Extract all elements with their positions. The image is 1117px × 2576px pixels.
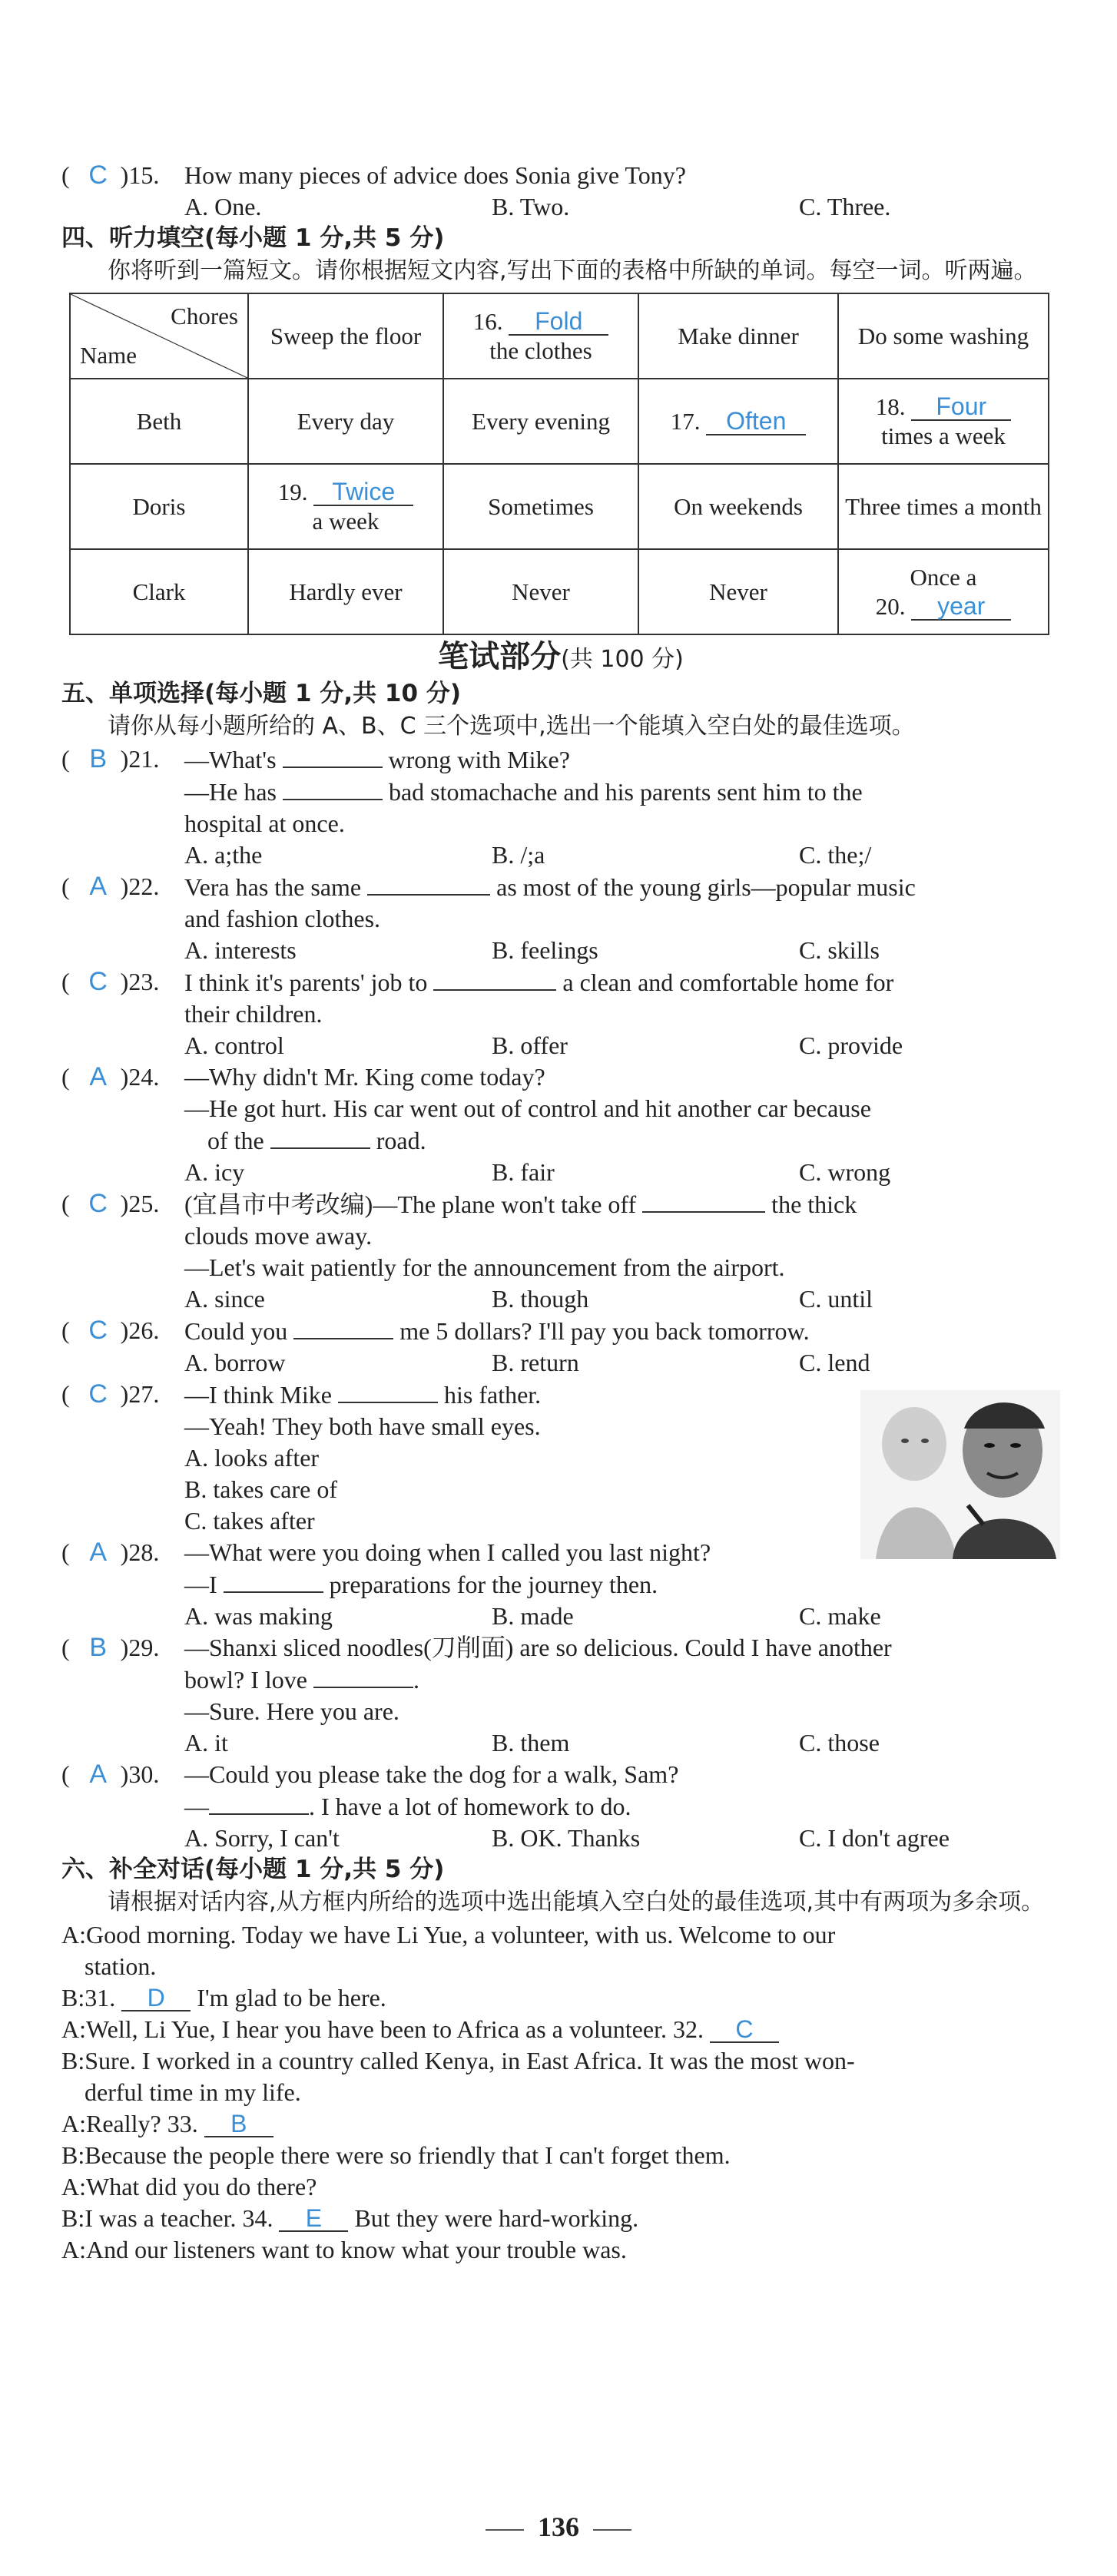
- column-header-16: 16. Fold the clothes: [443, 293, 638, 379]
- options: A. icy B. fair C. wrong: [184, 1158, 891, 1186]
- blank: [642, 1188, 765, 1213]
- answer-27: C: [88, 1379, 108, 1409]
- answer-15: C: [88, 161, 108, 190]
- question-27: ( C )27. —I think Mike his father. —Yeah! They both have small eyes. A. looks after B. takes care of C. takes after: [61, 1379, 542, 1535]
- question-30: ( A )30. —Could you please take the dog for a walk, Sam? — . I have a lot of homework to do. A. Sorry, I can't B. OK. Thanks C. I don't agree: [61, 1759, 1060, 1854]
- blank: [224, 1568, 323, 1593]
- fill-19: Twice: [313, 478, 413, 506]
- table-header-row: [70, 293, 1049, 379]
- options: A. was making B. made C. make: [184, 1602, 881, 1630]
- fill-18: Four: [911, 393, 1011, 421]
- answer-30: A: [89, 1760, 107, 1789]
- fill-20: year: [911, 593, 1011, 621]
- section-5-title: 五、单项选择(每小题 1 分,共 10 分): [61, 680, 461, 707]
- question-28: ( A )28. —What were you doing when I called you last night? —I preparations for the journey then. A. was making B. made C. make: [61, 1537, 1060, 1632]
- blank: [313, 1664, 413, 1688]
- table-row: Doris 19. Twice a week Sometimes On weekends Three times a month: [70, 464, 1049, 549]
- answer-34: E: [279, 2206, 348, 2232]
- question-25: ( C )25. (宜昌市中考改编)—The plane won't take off the thick clouds move away. —Let's wait patiently for the announcement from the airport. A. since B. though C. until: [61, 1188, 1060, 1315]
- question-22: ( A )22. Vera has the same as most of the young girls—popular music and fashion clothes. A. interests B. feelings C. skills: [61, 871, 1060, 966]
- blank: [338, 1379, 438, 1403]
- column-header: Make dinner: [638, 293, 838, 379]
- content-column: [61, 160, 1060, 2266]
- answer-21: B: [89, 744, 107, 773]
- table-corner-header: Chores Name: [70, 293, 248, 379]
- options: A. it B. them C. those: [184, 1729, 880, 1757]
- options: A. interests B. feelings C. skills: [184, 936, 880, 964]
- options: A. since B. though C. until: [184, 1285, 873, 1313]
- options: A. a;the B. /;a C. the;/: [184, 841, 872, 869]
- section-4-instruction: 你将听到一篇短文。请你根据短文内容,写出下面的表格中所缺的单词。每空一词。听两遍。: [108, 257, 1037, 284]
- father-and-baby-photo: [860, 1390, 1060, 1559]
- column-header: Sweep the floor: [248, 293, 443, 379]
- answer-31: D: [121, 1985, 191, 2011]
- question-15: ( C )15. How many pieces of advice does Sonia give Tony? A. One. B. Two. C. Three.: [61, 160, 1060, 223]
- section-6-instruction: 请根据对话内容,从方框内所给的选项中选出能填入空白处的最佳选项,其中有两项为多余项。: [108, 1889, 1045, 1915]
- chores-table: [69, 293, 1049, 635]
- question-23: ( C )23. I think it's parents' job to a clean and comfortable home for their children. A. control B. offer C. provide: [61, 966, 1060, 1061]
- blank: [270, 1124, 370, 1149]
- blank: [209, 1790, 309, 1815]
- table-row: Clark Hardly ever Never Never Once a 20. year: [70, 549, 1049, 634]
- column-header: Do some washing: [838, 293, 1049, 379]
- options: A. One. B. Two. C. Three.: [184, 193, 891, 220]
- blank: [293, 1315, 393, 1339]
- options: A. Sorry, I can't B. OK. Thanks C. I don't agree: [184, 1824, 950, 1852]
- question-29: ( B )29. —Shanxi sliced noodles(刀削面) are so delicious. Could I have another bowl? I love . —Sure. Here you are. A. it B. them C. those: [61, 1632, 1060, 1759]
- answer-33: B: [204, 2111, 273, 2137]
- dialogue: A:Good morning. Today we have Li Yue, a volunteer, with us. Welcome to our station. B:31. D I'm glad to be here. A:Well, Li Yue, I hear you have been to Africa as a volunteer. 32. C B:Sure. I worked in a country called Kenya, in East Africa. It was the most won- derful time in my life. A:Really? 33. B B:Because the people there were so friendly that I can't forget them. A:What did you do there? B:I was a teacher. 34. E But they were hard-working. A:And our listeners want to know what your trouble was.: [61, 1921, 855, 2263]
- answer-32: C: [710, 2017, 779, 2043]
- answer-23: C: [88, 967, 108, 996]
- blank: [283, 776, 383, 800]
- question-text: How many pieces of advice does Sonia give Tony?: [184, 161, 686, 189]
- blank: [367, 871, 490, 896]
- answer-25: C: [88, 1189, 108, 1218]
- options: A. control B. offer C. provide: [184, 1031, 903, 1059]
- answer-24: A: [89, 1062, 107, 1091]
- answer-26: C: [88, 1316, 108, 1345]
- question-26: ( C )26. Could you me 5 dollars? I'll pay you back tomorrow. A. borrow B. return C. lend: [61, 1315, 1060, 1379]
- section-5-instruction: 请你从每小题所给的 A、B、C 三个选项中,选出一个能填入空白处的最佳选项。: [108, 713, 915, 740]
- blank: [283, 743, 383, 768]
- fill-17: Often: [706, 408, 806, 435]
- answer-22: A: [89, 872, 107, 901]
- answer-29: B: [89, 1633, 107, 1662]
- blank: [433, 966, 556, 991]
- options: A. borrow B. return C. lend: [184, 1349, 870, 1376]
- section-4-title: 四、听力填空(每小题 1 分,共 5 分): [61, 224, 445, 252]
- written-part-title: 笔试部分(共 100 分): [438, 639, 684, 674]
- fill-16: Fold: [509, 308, 608, 336]
- answer-28: A: [89, 1538, 107, 1567]
- page-number: 136: [0, 2511, 1117, 2543]
- question-24: ( A )24. —Why didn't Mr. King come today? —He got hurt. His car went out of control and hit another car because of the road. A. icy B. fair C. wrong: [61, 1061, 1060, 1188]
- question-21: ( B )21. —What's wrong with Mike? —He has bad stomachache and his parents sent him to the hospital at once. A. a;the B. /;a C. the;/: [61, 743, 1060, 871]
- section-6-title: 六、补全对话(每小题 1 分,共 5 分): [61, 1856, 445, 1883]
- table-row: Beth Every day Every evening 17. Often 18. Four times a week: [70, 379, 1049, 464]
